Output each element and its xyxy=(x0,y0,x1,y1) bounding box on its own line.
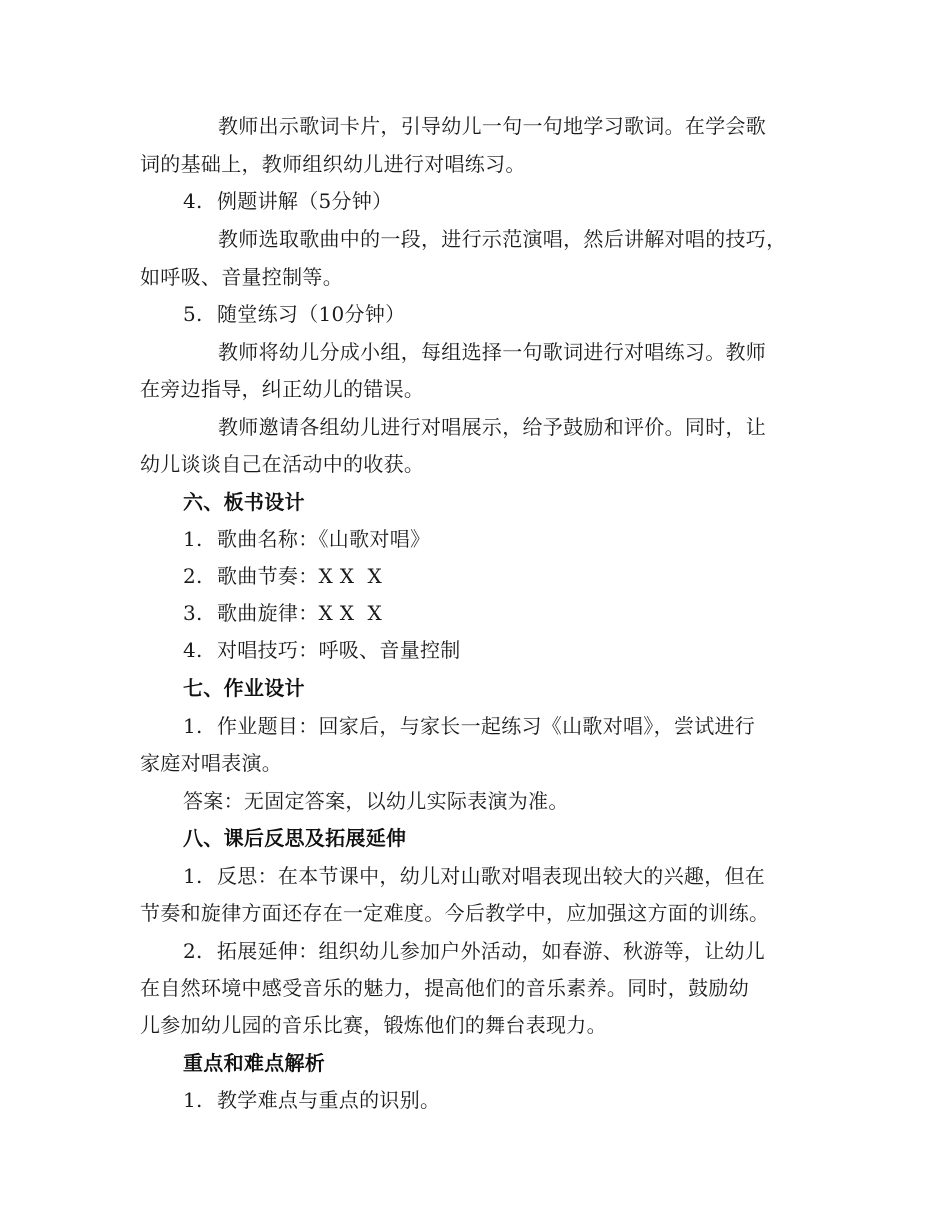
list-item-5 xyxy=(183,302,405,326)
answer-line: 答案：无固定答案，以幼儿实际表演为准。 xyxy=(183,789,569,813)
section-heading-6: 六、板书设计 xyxy=(183,490,305,514)
section-heading-8: 八、课后反思及拓展延伸 xyxy=(183,826,407,850)
key-point-item xyxy=(183,1088,440,1112)
paragraph-line: 家庭对唱表演。 xyxy=(140,751,283,775)
list-number: 4. xyxy=(183,189,203,213)
list-item-text: 例题讲解（5分钟） xyxy=(217,189,393,213)
list-number: 2. xyxy=(183,939,203,963)
extension-item xyxy=(183,939,765,963)
board-item xyxy=(183,601,382,625)
section-heading-key-points: 重点和难点解析 xyxy=(183,1051,326,1075)
list-number: 5. xyxy=(183,302,203,326)
paragraph-line: 教师选取歌曲中的一段，进行示范演唱，然后讲解对唱的技巧， xyxy=(218,227,787,251)
paragraph-line: 幼儿谈谈自己在活动中的收获。 xyxy=(140,452,425,476)
list-item-text: 反思：在本节课中，幼儿对山歌对唱表现出较大的兴趣，但在 xyxy=(217,864,766,888)
list-item-text: 作业题目：回家后，与家长一起练习《山歌对唱》，尝试进行 xyxy=(217,714,756,738)
list-item-text: 对唱技巧：呼吸、音量控制 xyxy=(217,638,461,662)
list-number: 1. xyxy=(183,714,203,738)
paragraph-line: 词的基础上，教师组织幼儿进行对唱练习。 xyxy=(140,152,526,176)
list-item-4 xyxy=(183,189,392,213)
list-number: 1. xyxy=(183,527,203,551)
paragraph-line: 在自然环境中感受音乐的魅力，提高他们的音乐素养。同时，鼓励幼 xyxy=(140,976,749,1000)
paragraph-line: 节奏和旋律方面还存在一定难度。今后教学中，应加强这方面的训练。 xyxy=(140,901,770,925)
list-item-text: 教学难点与重点的识别。 xyxy=(217,1088,441,1112)
list-number: 1. xyxy=(183,864,203,888)
paragraph-line: 教师将幼儿分成小组，每组选择一句歌词进行对唱练习。教师 xyxy=(218,340,767,364)
paragraph-line: 教师出示歌词卡片，引导幼儿一句一句地学习歌词。在学会歌 xyxy=(218,114,767,138)
list-item-text: 随堂练习（10分钟） xyxy=(217,302,406,326)
homework-item xyxy=(183,714,755,738)
list-item-text: 歌曲旋律：X X X xyxy=(217,601,383,625)
list-number: 2. xyxy=(183,564,203,588)
list-number: 4. xyxy=(183,638,203,662)
reflection-item xyxy=(183,864,765,888)
list-number: 1. xyxy=(183,1088,203,1112)
list-item-text: 歌曲名称：《山歌对唱》 xyxy=(217,527,431,551)
list-item-text: 歌曲节奏：X X X xyxy=(217,564,383,588)
board-item xyxy=(183,564,382,588)
paragraph-line: 在旁边指导，纠正幼儿的错误。 xyxy=(140,377,425,401)
list-item-text: 拓展延伸：组织幼儿参加户外活动，如春游、秋游等，让幼儿 xyxy=(217,939,766,963)
section-heading-7: 七、作业设计 xyxy=(183,676,305,700)
board-item xyxy=(183,638,461,662)
paragraph-line: 教师邀请各组幼儿进行对唱展示，给予鼓励和评价。同时，让 xyxy=(218,415,767,439)
board-item xyxy=(183,527,430,551)
list-number: 3. xyxy=(183,601,203,625)
paragraph-line: 如呼吸、音量控制等。 xyxy=(140,265,343,289)
paragraph-line: 儿参加幼儿园的音乐比赛，锻炼他们的舞台表现力。 xyxy=(140,1013,607,1037)
